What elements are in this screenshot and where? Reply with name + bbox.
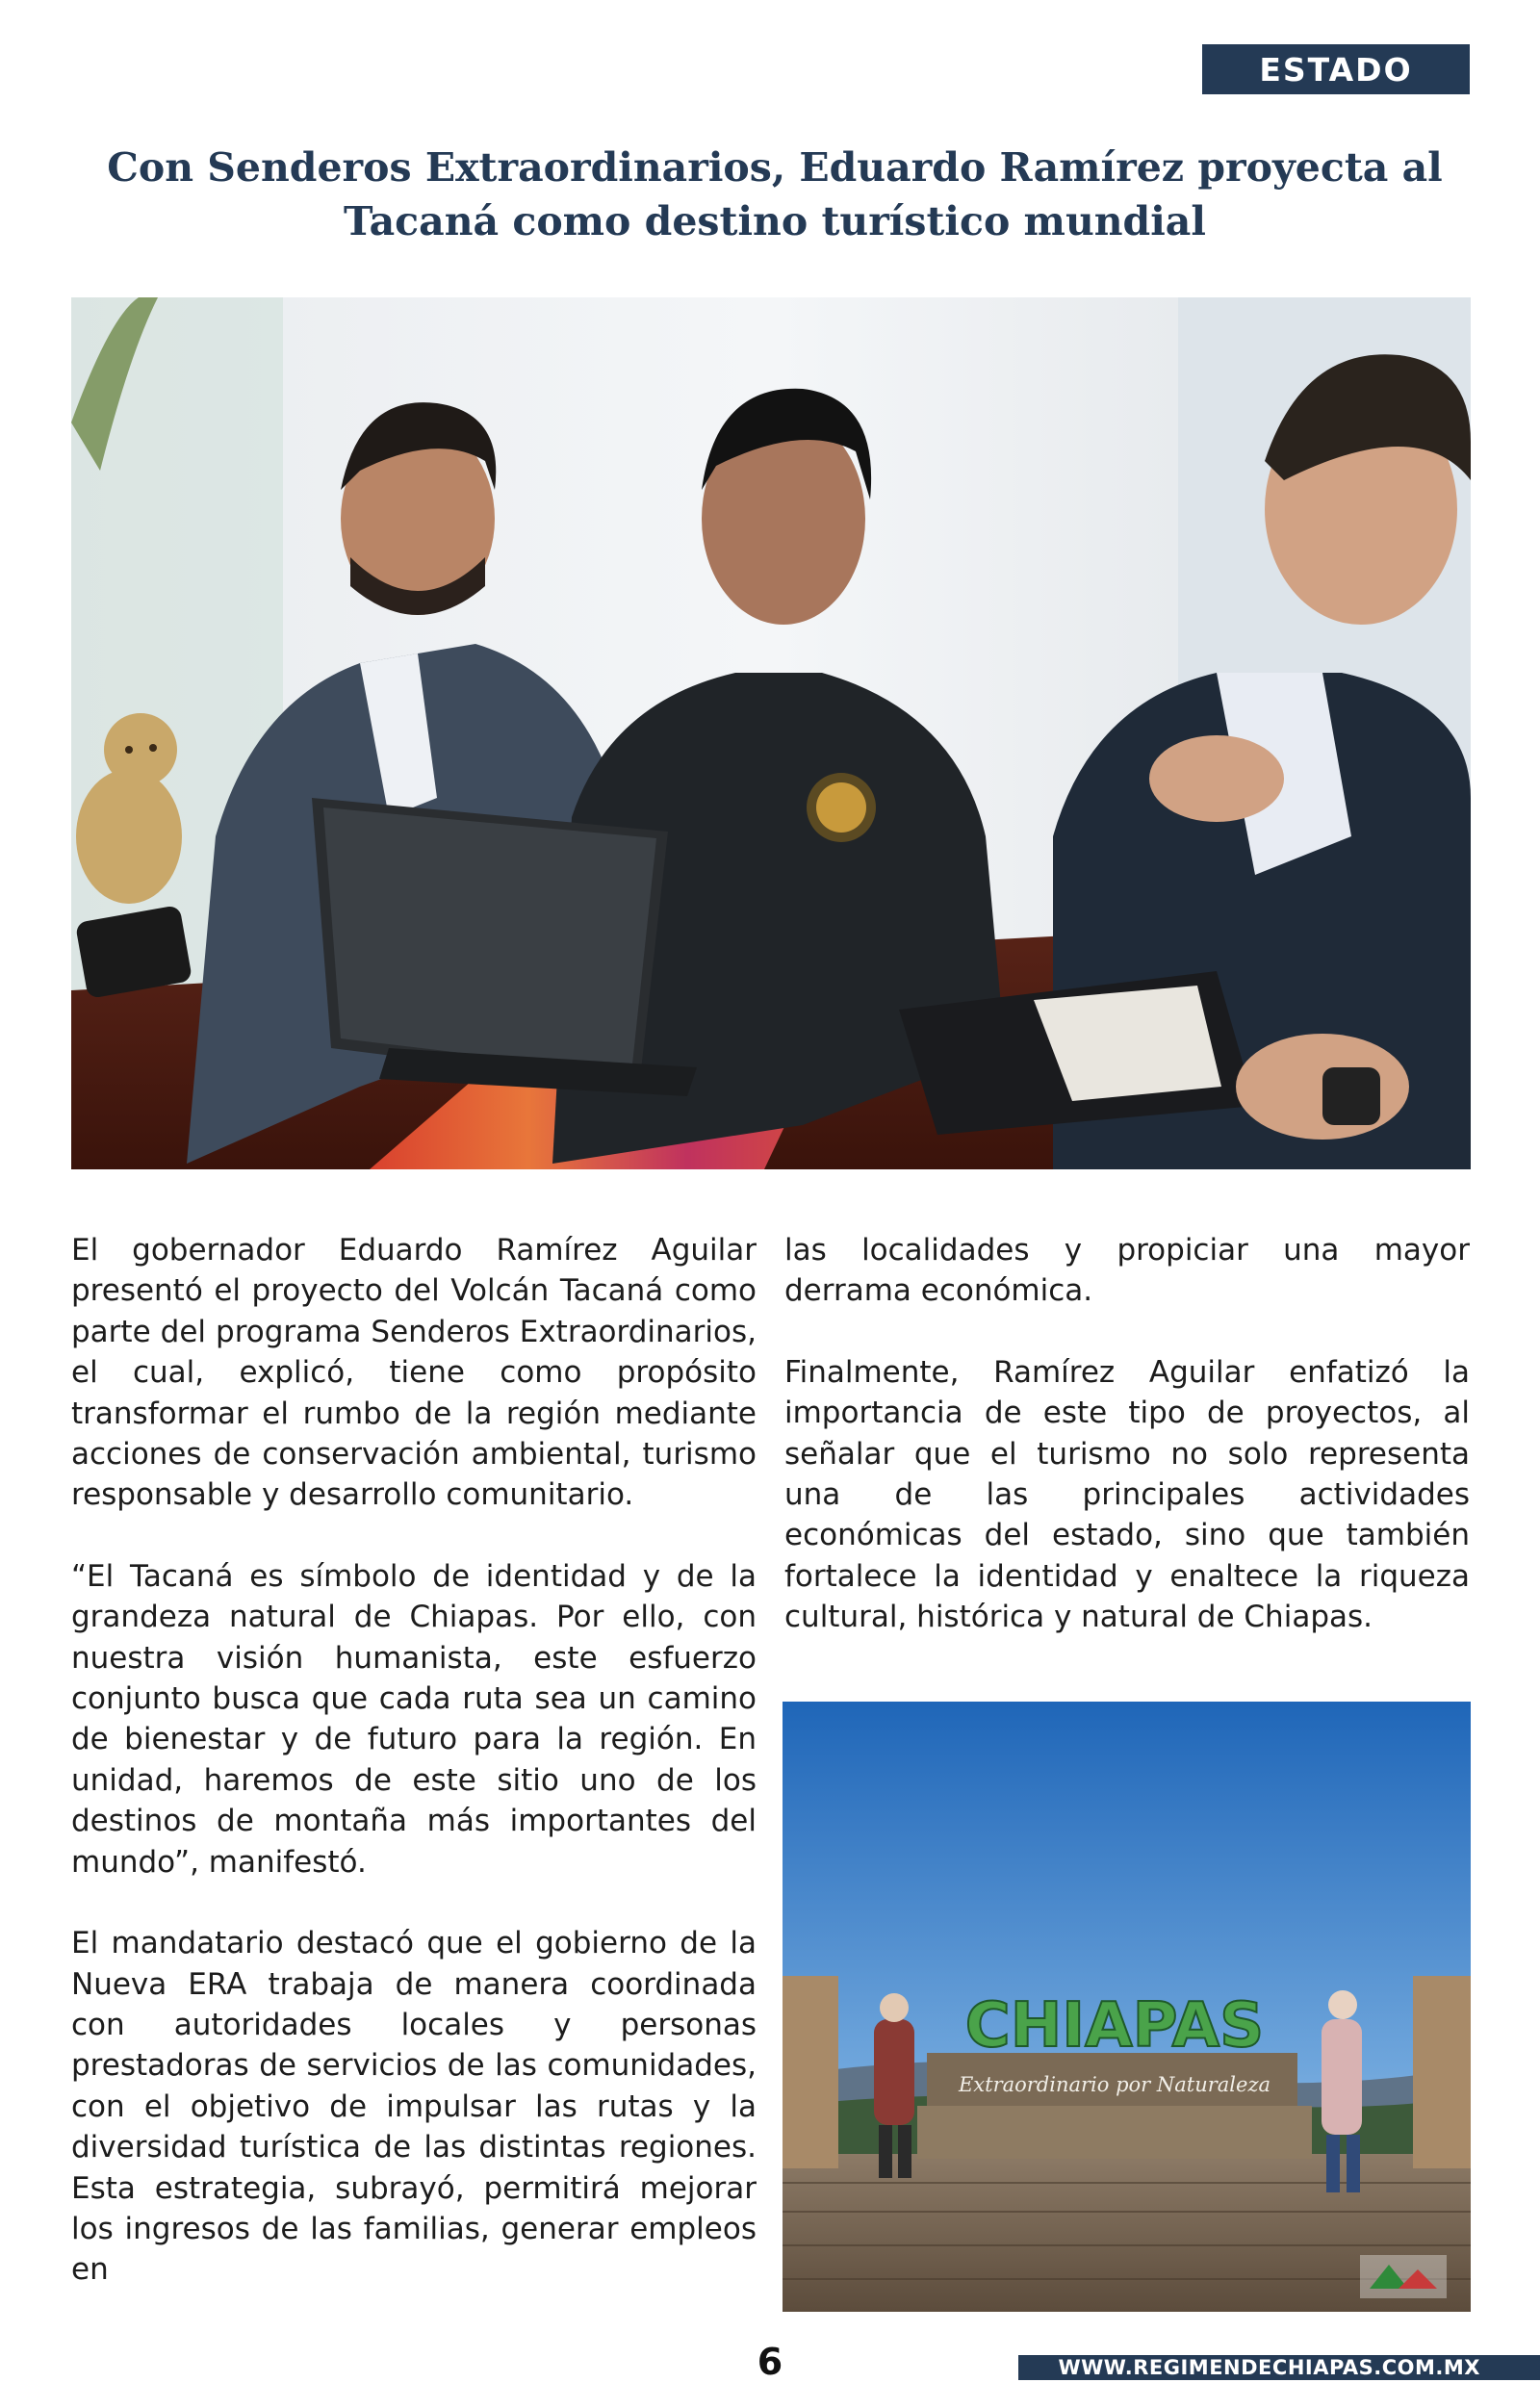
page-number: 6	[757, 2341, 783, 2383]
article-column-left	[71, 1230, 757, 2331]
section-badge: ESTADO	[1202, 44, 1470, 94]
article-column-right	[784, 1230, 1470, 1678]
article-headline: Con Senderos Extraordinarios, Eduardo Ramírez proyecta al Tacaná como destino turístico mundial	[107, 144, 1443, 244]
meeting-photo	[71, 297, 1471, 1169]
sign-tagline: Extraordinario por Naturaleza	[958, 2073, 1271, 2096]
article-paragraph: El mandatario destacó que el gobierno de la Nueva ERA trabaja de manera coordinada con autoridades locales y personas prestadoras de servicios de las comunidades, con el objetivo de impulsar las rutas y la diversidad turística de las distintas regiones. Esta estrategia, subrayó, permitirá mejorar los ingresos de las familias, generar empleos en	[71, 1926, 757, 2288]
sign-word: CHIAPAS	[964, 1990, 1265, 2062]
article-paragraph: El gobernador Eduardo Ramírez Aguilar presentó el proyecto del Volcán Tacaná como parte del programa Senderos Extraordinarios, el cual, explicó, tiene como propósito transformar el rumbo de la región mediante acciones de conservación ambiental, turismo responsable y desarrollo comunitario.	[71, 1233, 757, 1513]
article-paragraph: “El Tacaná es símbolo de identidad y de la grandeza natural de Chiapas. Por ello, con nuestra visión humanista, este esfuerzo conjunto busca que cada ruta sea un camino de bienestar y de futuro para la región. En unidad, haremos de este sitio uno de los destinos de montaña más importantes del mundo”, manifestó.	[71, 1558, 757, 1880]
footer-website: WWW.REGIMENDECHIAPAS.COM.MX	[1018, 2355, 1540, 2380]
article-paragraph: Finalmente, Ramírez Aguilar enfatizó la importancia de este tipo de proyectos, al señalar que el turismo no solo representa una de las principales actividades económicas del estado, sino que también fortalece la identidad y enaltece la riqueza cultural, histórica y natural de Chiapas.	[784, 1354, 1470, 1635]
chiapas-sign-photo	[783, 1702, 1471, 2312]
article-paragraph: las localidades y propiciar una mayor derrama económica.	[784, 1233, 1470, 1309]
